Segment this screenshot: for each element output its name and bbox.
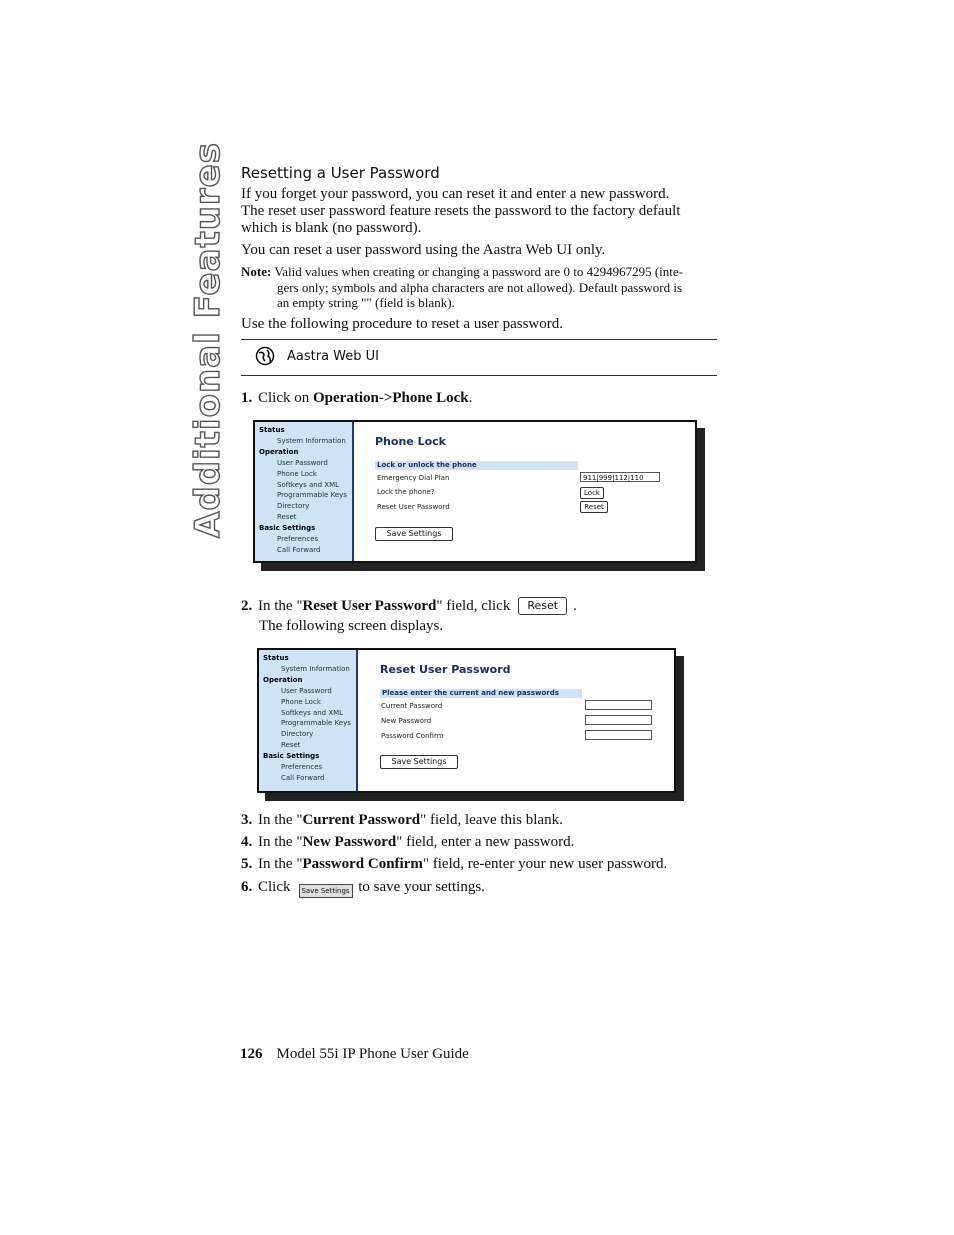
procedure-intro: Use the following procedure to reset a user password. <box>241 316 563 332</box>
step-1 <box>241 390 472 407</box>
globe-icon <box>255 346 275 366</box>
lock-button[interactable]: Lock <box>580 487 604 499</box>
step-emphasis: Operation->Phone Lock <box>313 390 469 406</box>
step-number: 2. <box>241 598 253 614</box>
step-text: In the " <box>258 856 303 872</box>
step-text: Click <box>258 879 291 895</box>
nav-item-preferences[interactable]: Preferences <box>281 763 323 772</box>
step-3 <box>241 812 563 829</box>
intro-line: If you forget your password, you can reset it and enter a new password. <box>241 186 670 202</box>
reset-user-password-label: Reset User Password <box>377 503 450 511</box>
new-password-input[interactable] <box>585 715 652 725</box>
web-ui-heading <box>255 346 379 366</box>
step-text: " field, leave this blank. <box>420 812 563 828</box>
step-number: 4. <box>241 834 253 850</box>
page-title: Phone Lock <box>375 435 446 448</box>
nav-group-status: Status <box>263 654 289 662</box>
divider <box>241 339 717 340</box>
emergency-dial-plan-label: Emergency Dial Plan <box>377 474 450 482</box>
nav-group-operation: Operation <box>263 675 303 684</box>
nav-item-phone-lock[interactable]: Phone Lock <box>281 697 321 706</box>
phone-lock-screenshot <box>253 420 697 563</box>
page-footer <box>240 1046 469 1063</box>
nav-item-directory[interactable]: Directory <box>281 730 314 739</box>
nav-group-basic-settings: Basic Settings <box>259 524 316 533</box>
page-number: 126 <box>240 1046 263 1062</box>
nav-item-user-password[interactable]: User Password <box>277 458 328 467</box>
password-confirm-input[interactable] <box>585 730 652 740</box>
step-text: In the " <box>258 812 303 828</box>
save-settings-button-image: Save Settings <box>299 884 353 898</box>
step-number: 1. <box>241 390 253 406</box>
step-emphasis: New Password <box>302 834 397 850</box>
step-text: Click on <box>258 390 313 406</box>
step-emphasis: Password Confirm <box>302 856 423 872</box>
note-line: gers only; symbols and alpha characters are not allowed). Default password is <box>277 279 683 295</box>
note-line: an empty string "" (field is blank). <box>277 295 455 310</box>
page-title: Reset User Password <box>380 663 511 676</box>
step-4 <box>241 834 574 851</box>
step-number: 5. <box>241 856 253 872</box>
nav-item-preferences[interactable]: Preferences <box>277 535 319 544</box>
current-password-label: Current Password <box>381 702 443 710</box>
nav-group-basic-settings: Basic Settings <box>263 752 320 761</box>
nav-item-softkeys-xml[interactable]: Softkeys and XML <box>277 480 340 489</box>
new-password-label: New Password <box>381 717 432 725</box>
save-settings-button[interactable]: Save Settings <box>375 527 453 541</box>
note-block <box>241 264 721 311</box>
section-band: Please enter the current and new passwords <box>380 689 582 698</box>
step-5 <box>241 856 667 873</box>
step-2 <box>241 597 577 615</box>
nav-item-programmable-keys[interactable]: Programmable Keys <box>277 491 347 500</box>
step-number: 3. <box>241 812 253 828</box>
nav-item-system-information[interactable]: System Information <box>277 436 346 445</box>
nav-item-system-information[interactable]: System Information <box>281 664 350 673</box>
nav-sidebar <box>255 422 354 561</box>
current-password-input[interactable] <box>585 700 652 710</box>
reset-password-screenshot <box>257 648 676 793</box>
step-text: " field, enter a new password. <box>396 834 575 850</box>
nav-item-reset[interactable]: Reset <box>281 741 301 750</box>
side-tab <box>188 142 228 538</box>
save-settings-button[interactable]: Save Settings <box>380 755 458 769</box>
nav-item-phone-lock[interactable]: Phone Lock <box>277 469 317 478</box>
intro2-paragraph: You can reset a user password using the Aastra Web UI only. <box>241 242 606 258</box>
section-title: Resetting a User Password <box>241 164 440 182</box>
reset-button-image: Reset <box>518 597 567 615</box>
nav-item-programmable-keys[interactable]: Programmable Keys <box>281 719 351 728</box>
nav-item-call-forward[interactable]: Call Forward <box>281 773 325 782</box>
note-label: Note: <box>241 264 272 279</box>
password-confirm-label: Password Confirm <box>381 732 444 740</box>
step-text: In the " <box>258 598 303 614</box>
step-emphasis: Current Password <box>302 812 421 828</box>
step-text: " field, re-enter your new user password. <box>422 856 668 872</box>
step-text: " field, click <box>436 598 511 614</box>
section-band: Lock or unlock the phone <box>375 461 578 470</box>
step-2-subtext: The following screen displays. <box>259 618 444 634</box>
step-text: to save your settings. <box>358 879 485 895</box>
step-text: . <box>468 390 473 406</box>
note-line: Valid values when creating or changing a password are 0 to 4294967295 (inte- <box>274 264 684 279</box>
web-ui-label: Aastra Web UI <box>287 348 379 364</box>
lock-phone-label: Lock the phone? <box>377 488 435 496</box>
nav-group-status: Status <box>259 426 285 434</box>
step-6 <box>241 879 485 898</box>
step-emphasis: Reset User Password <box>302 598 437 614</box>
nav-item-user-password[interactable]: User Password <box>281 686 332 695</box>
divider <box>241 375 717 376</box>
nav-sidebar <box>259 650 358 791</box>
nav-item-call-forward[interactable]: Call Forward <box>277 545 321 554</box>
emergency-dial-plan-input[interactable]: 911|999|112|110 <box>580 472 660 482</box>
nav-group-operation: Operation <box>259 447 299 456</box>
step-text: . <box>573 598 577 614</box>
intro-line: The reset user password feature resets the password to the factory default <box>241 203 681 219</box>
reset-button[interactable]: Reset <box>580 501 608 513</box>
intro-line: which is blank (no password). <box>241 220 422 236</box>
nav-item-directory[interactable]: Directory <box>277 502 310 511</box>
nav-item-softkeys-xml[interactable]: Softkeys and XML <box>281 708 344 717</box>
intro-paragraph <box>241 186 721 237</box>
guide-title: Model 55i IP Phone User Guide <box>276 1046 469 1062</box>
step-text: In the " <box>258 834 303 850</box>
nav-item-reset[interactable]: Reset <box>277 513 297 522</box>
side-tab-label: Additional Features <box>188 142 228 538</box>
step-number: 6. <box>241 879 253 895</box>
